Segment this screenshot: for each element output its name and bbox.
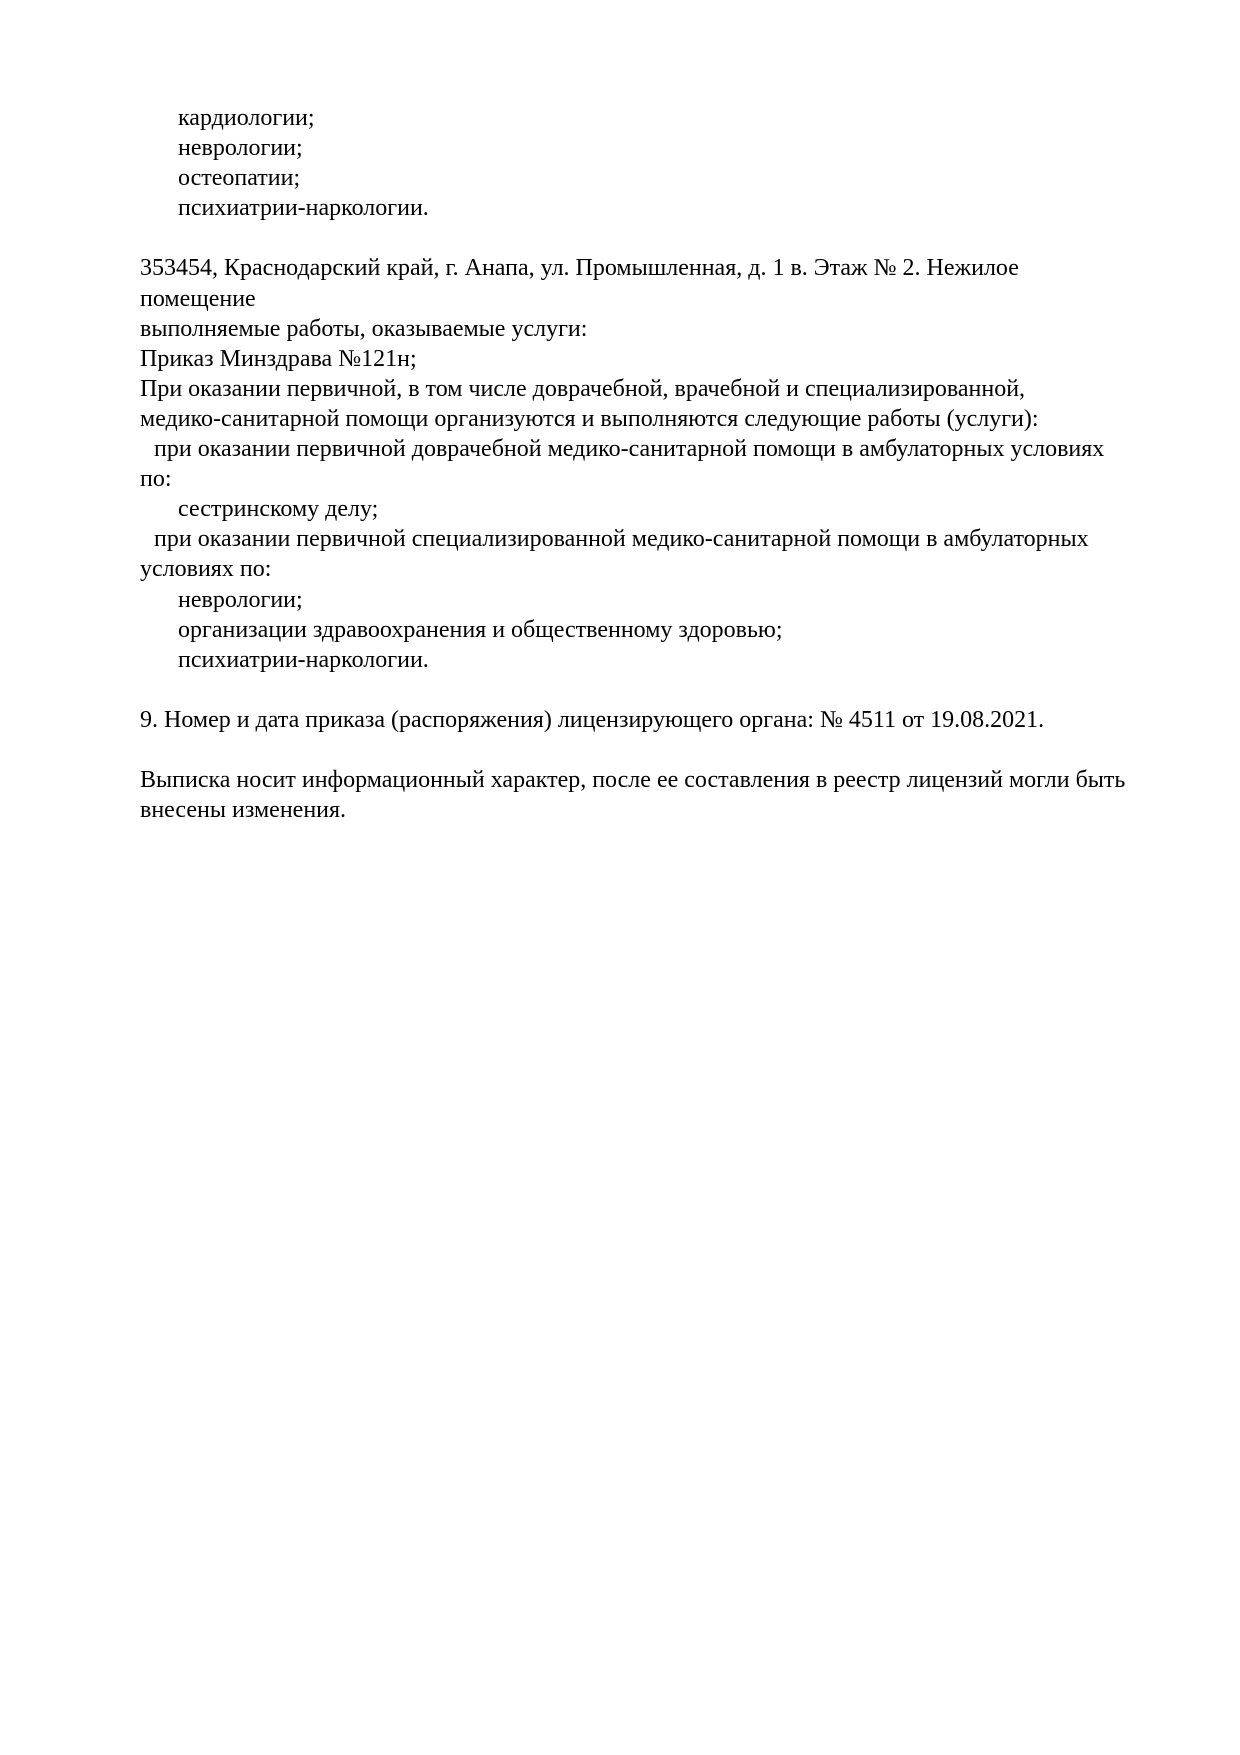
address-line: помещение	[140, 285, 256, 312]
primary-care-line: При оказании первичной, в том числе доврачебной, врачебной и специализированной,	[140, 375, 1026, 402]
blank-line	[140, 675, 1170, 705]
specialty-item: организации здравоохранения и общественному здоровью;	[178, 616, 783, 643]
pre-medical-care-line: по:	[140, 466, 172, 493]
blank-line	[140, 223, 1170, 253]
specialty-item: психиатрии-наркологии.	[178, 646, 429, 673]
specialty-item: сестринскому делу;	[178, 496, 379, 523]
specialized-care-line: условиях по:	[140, 556, 272, 583]
specialty-item: психиатрии-наркологии.	[178, 195, 429, 222]
pre-medical-care-line: при оказании первичной доврачебной медико-санитарной помощи в амбулаторных условиях	[154, 436, 1105, 463]
license-order-number-line: 9. Номер и дата приказа (распоряжения) лицензирующего органа: № 4511 от 19.08.2021.	[140, 706, 1045, 733]
ministry-order-line: Приказ Минздрава №121н;	[140, 345, 417, 372]
blank-line	[140, 735, 1170, 765]
specialty-item: кардиологии;	[178, 105, 315, 131]
address-line: 353454, Краснодарский край, г. Анапа, ул. Промышленная, д. 1 в. Этаж № 2. Нежилое	[140, 255, 1019, 282]
services-header-line: выполняемые работы, оказываемые услуги:	[140, 315, 588, 342]
disclaimer-line: Выписка носит информационный характер, после ее составления в реестр лицензий могли быть	[140, 767, 1126, 794]
specialty-item: неврологии;	[178, 586, 303, 613]
specialty-item: неврологии;	[178, 135, 303, 162]
specialized-care-line: при оказании первичной специализированной медико-санитарной помощи в амбулаторных	[154, 526, 1089, 553]
disclaimer-line: внесены изменения.	[140, 797, 347, 824]
primary-care-line: медико-санитарной помощи организуются и выполняются следующие работы (услуги):	[140, 405, 1039, 432]
specialty-item: остеопатии;	[178, 165, 301, 192]
